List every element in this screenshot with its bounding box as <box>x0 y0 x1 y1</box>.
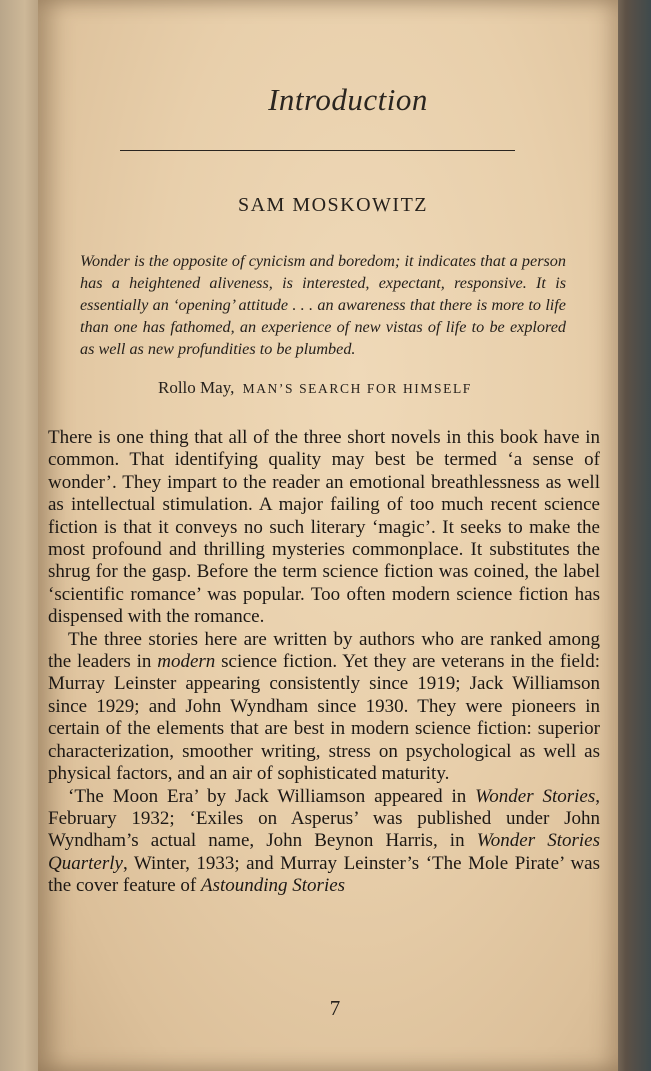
book-page <box>38 0 618 1071</box>
paragraph-1: There is one thing that all of the three short novels in this book have in common. That identifying quality may best be termed ‘a sense of wonder’. They impart to the reader an emotional breathlessness as well as intellectual stimulation. A major failing of too much recent science fiction is that it conveys no such literary ‘magic’. It seeks to make the most profound and thrilling mysteries commonplace. It substitutes the shrug for the gasp. Before the term science fiction was coined, the label ‘scientific romance’ was popular. Too often modern science fiction has dispensed with the romance. <box>48 427 600 628</box>
epigraph-attribution <box>158 378 472 398</box>
paragraph-3: ‘The Moon Era’ by Jack Williamson appeared in Wonder Stories, February 1932; ‘Exiles on Asperus’ was published under John Wyndham’s actual name, John Beynon Harris, in Wonder Stories Quarterly, Winter, 1933; and Murray Leinster’s ‘The Mole Pirate’ was the cover feature of Astounding Stories <box>48 785 600 897</box>
epigraph-quote: Wonder is the opposite of cynicism and boredom; it indicates that a person has a heightened aliveness, is interested, expectant, responsive. It is essentially an ‘opening’ attitude . . . an awareness that there is more to life than one has fathomed, an experience of new vistas of life to be explored as well as new profundities to be plumbed. <box>80 252 566 358</box>
chapter-title: Introduction <box>268 82 428 117</box>
paragraph-2: The three stories here are written by authors who are ranked among the leaders in modern science fiction. Yet they are veterans in the field: Murray Leinster appearing consistently since 1919; Jack Williamson since 1929; and John Wyndham since 1930. They were pioneers in certain of the elements that are best in modern science fiction: superior characterization, smoother writing, stress on psychological as well as physical factors, and an air of sophisticated maturity. <box>48 628 600 785</box>
epigraph-source-author: Rollo May, <box>158 378 235 397</box>
epigraph-source-book: MAN’S SEARCH FOR HIMSELF <box>242 381 472 396</box>
title-rule <box>120 150 515 151</box>
author-name: SAM MOSKOWITZ <box>237 194 429 216</box>
page-number: 7 <box>329 996 341 1020</box>
body-text <box>48 427 600 898</box>
